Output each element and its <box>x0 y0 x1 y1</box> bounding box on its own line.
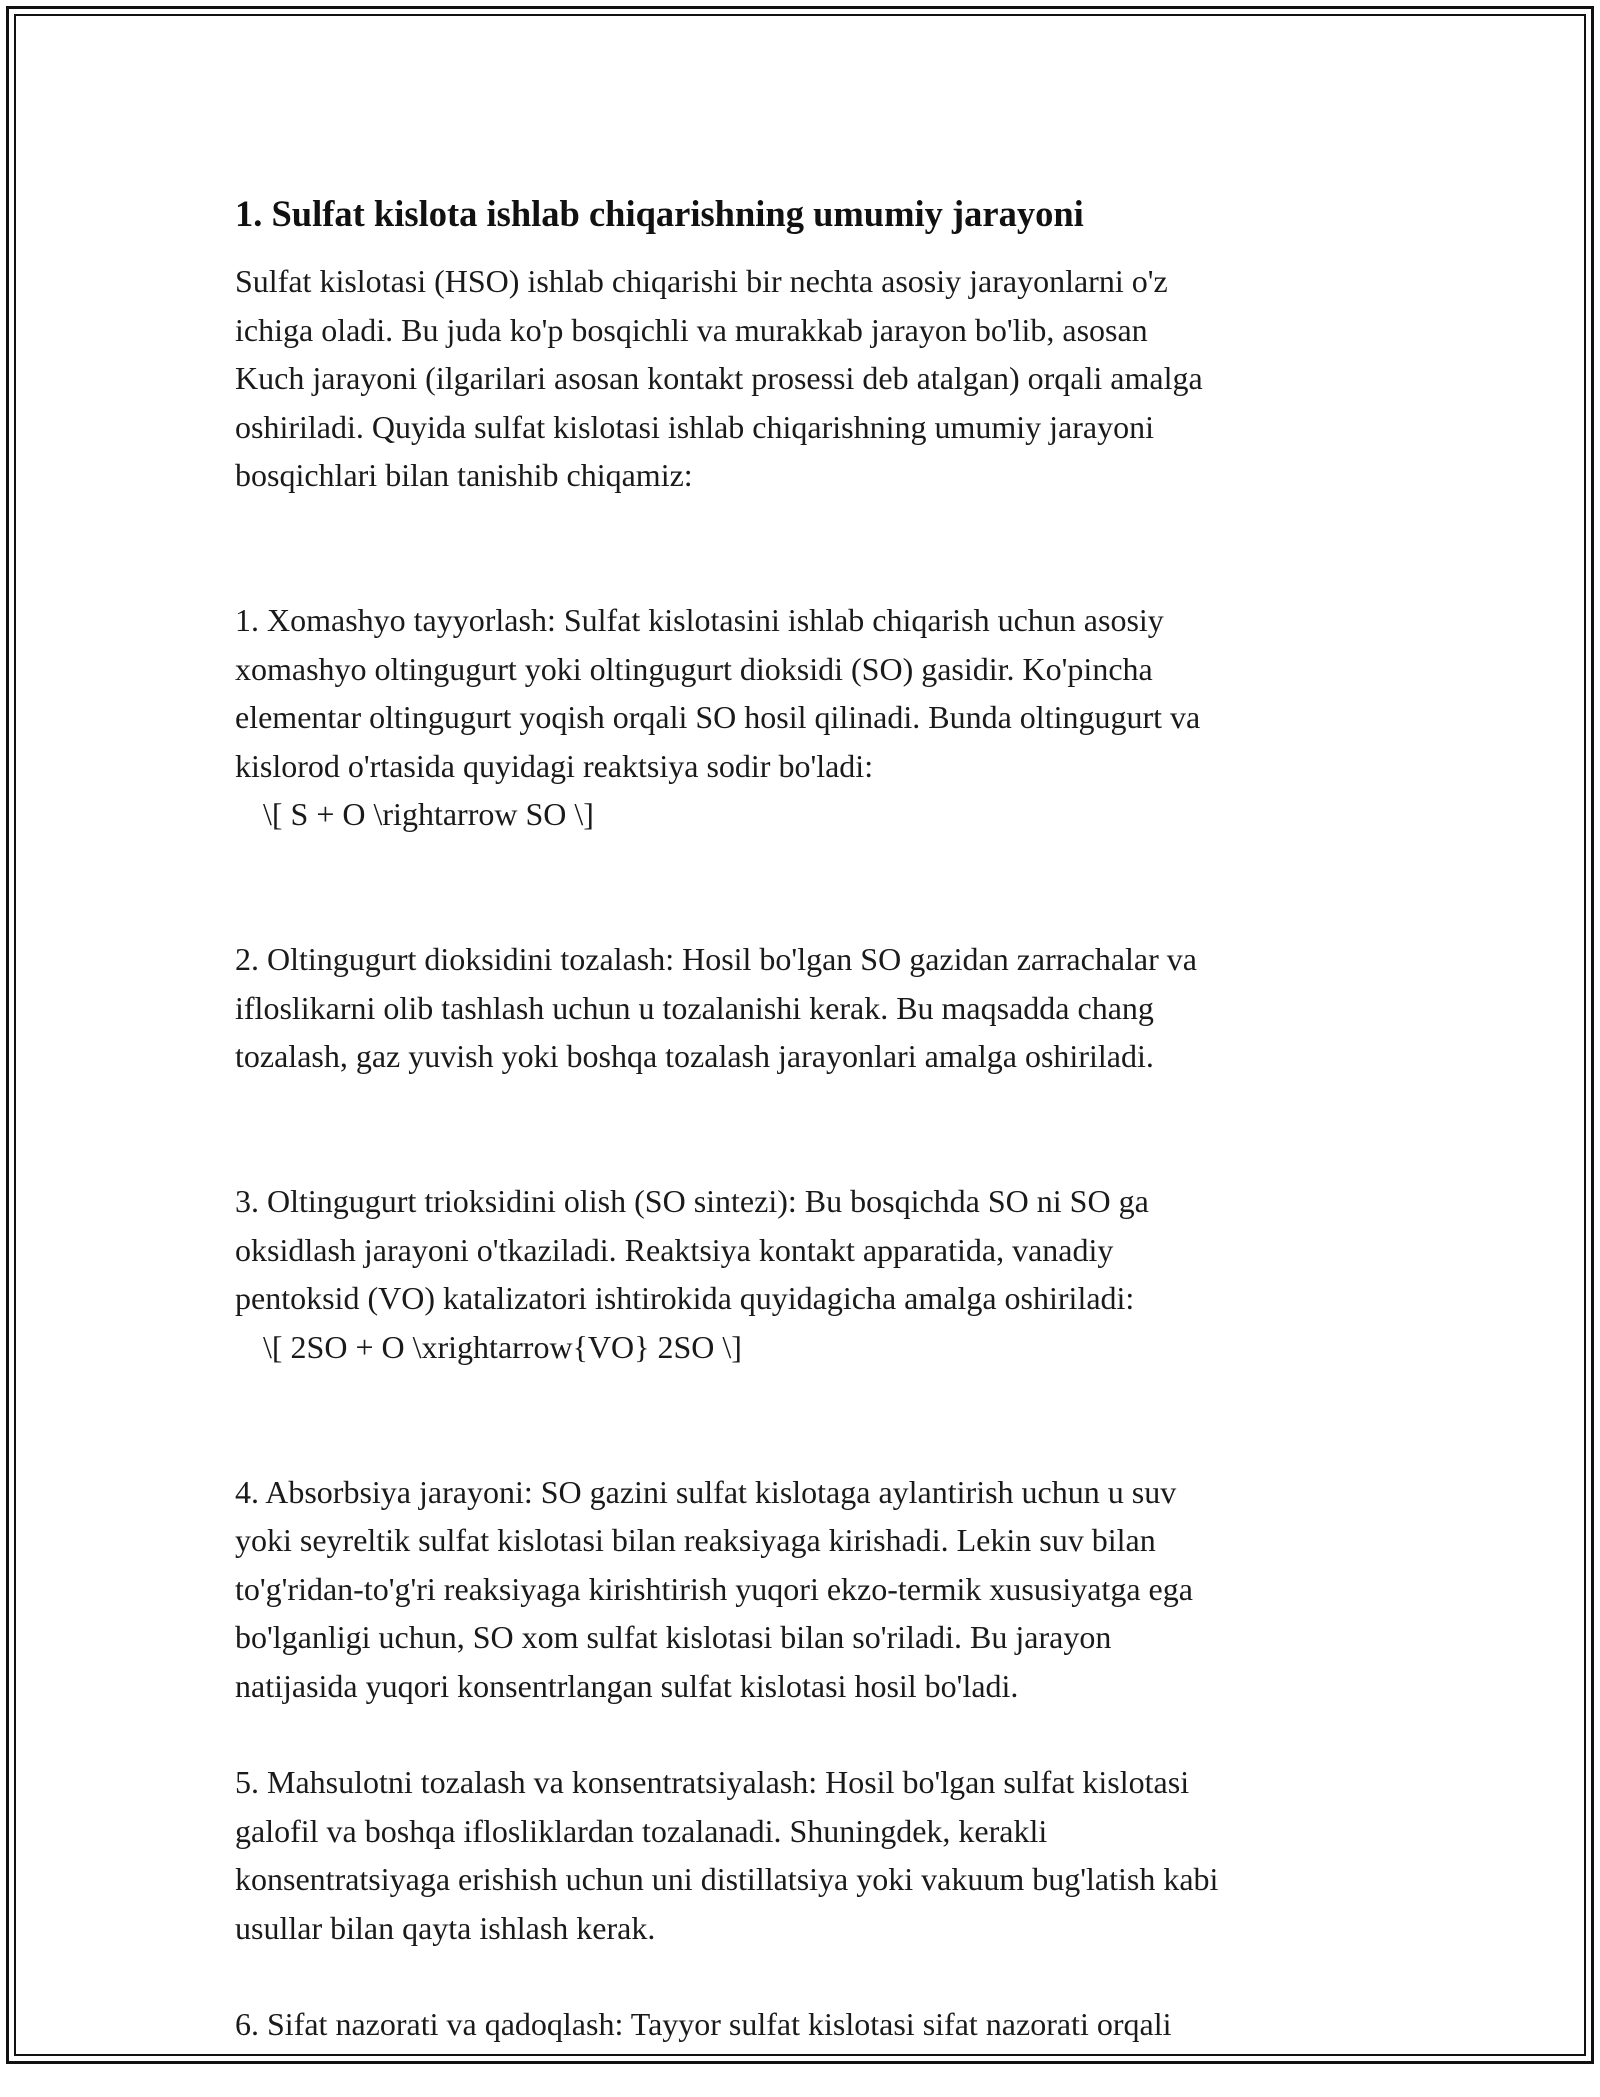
step-6-paragraph: 6. Sifat nazorati va qadoqlash: Tayyor sulfat kislotasi sifat nazorati orqali <box>235 2006 1172 2042</box>
step-1-formula: \[ S + O \rightarrow SO \] <box>263 796 594 832</box>
step-4-paragraph: 4. Absorbsiya jarayoni: SO gazini sulfat kislotaga aylantirish uchun u suv yoki seyreltik sulfat kislotasi bilan reaksiyaga kirishadi. Lekin suv bilan to'g'ridan-to'g'ri reaksiyaga kirishtirish yuqori ekzo-termik xususiyatga ega bo'lganligi uchun, SO xom sulfat kislotasi bilan so'riladi. Bu jarayon natijasida yuqori konsentrlangan sulfat kislotasi hosil bo'ladi. <box>235 1473 1193 1704</box>
step-3-text: 3. Oltingugurt trioksidini olish (SO sintezi): Bu bosqichda SO ni SO ga oksidlash jarayoni o'tkaziladi. Reaktsiya kontakt apparatida, vanadiy pentoksid (VO) katalizatori ishtirokida quyidagicha amalga oshiriladi: <box>235 1183 1149 1316</box>
document-body <box>235 188 1375 2097</box>
step-1-paragraph <box>235 548 1375 888</box>
step-3-formula: \[ 2SO + O \xrightarrow{VO} 2SO \] <box>263 1328 742 1365</box>
step-3-paragraph <box>235 1129 1375 1420</box>
step-5-paragraph: 5. Mahsulotni tozalash va konsentratsiyalash: Hosil bo'lgan sulfat kislotasi galofil va boshqa iflosliklardan tozalanadi. Shuningdek, kerakli konsentratsiyaga erishish uchun uni distillatsiya yoki vakuum bug'latish kabi usullar bilan qayta ishlash kerak. <box>235 1764 1219 1946</box>
step-2-paragraph: 2. Oltingugurt dioksidini tozalash: Hosil bo'lgan SO gazidan zarrachalar va ifloslikarni olib tashlash uchun u tozalanishi kerak. Bu maqsadda chang tozalash, gaz yuvish yoki boshqa tozalash jarayonlari amalga oshiriladi. <box>235 941 1197 1074</box>
intro-paragraph: Sulfat kislotasi (HSO) ishlab chiqarishi bir nechta asosiy jarayonlarni o'z ichiga oladi. Bu juda ko'p bosqichli va murakkab jarayon bo'lib, asosan Kuch jarayoni (ilgarilari asosan kontakt prosessi deb atalgan) orqali amalga oshiriladi. Quyida sulfat kislotasi ishlab chiqarishning umumiy jarayoni bosqichlari bilan tanishib chiqamiz: <box>235 263 1203 493</box>
step-1-text: 1. Xomashyo tayyorlash: Sulfat kislotasini ishlab chiqarish uchun asosiy xomashyo oltingugurt yoki oltingugurt dioksidi (SO) gasidir. Ko'pincha elementar oltingugurt yoqish orqali SO hosil qilinadi. Bunda oltingugurt va kislorod o'rtasida quyidagi reaktsiya sodir bo'ladi: <box>235 602 1201 784</box>
section-heading: 1. Sulfat kislota ishlab chiqarishning umumiy jarayoni <box>235 193 1084 234</box>
